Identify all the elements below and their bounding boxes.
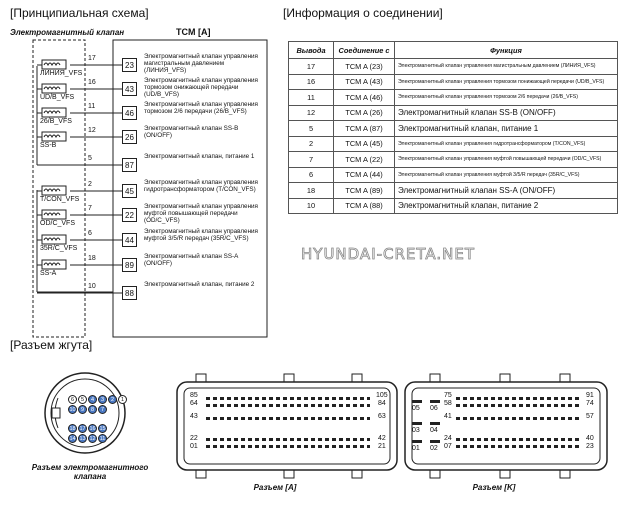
function-cell: Электромагнитный клапан управления муфтой 3/5/R передач (35R/C_VFS) <box>395 167 618 183</box>
connector-pin: 4 <box>88 395 97 404</box>
conn-k-label: 07 <box>444 443 452 450</box>
connector-pin: 18 <box>69 425 76 432</box>
connector-pin: 17 <box>79 425 86 432</box>
connection-cell: TCM A (43) <box>334 74 395 90</box>
conn-k-label: 74 <box>586 400 594 407</box>
coil-symbol <box>37 108 66 117</box>
coil-pin-number: 11 <box>88 103 96 110</box>
tcm-pin-box: 23 <box>122 58 137 72</box>
table-row <box>289 59 618 75</box>
pin-cell: 17 <box>289 59 334 75</box>
conn-a-label: 63 <box>378 413 386 420</box>
connector-k-drawing <box>400 372 612 480</box>
coil-label: T/CON_VFS <box>40 196 80 203</box>
conn-k-label: 57 <box>586 413 594 420</box>
pin-cell: 16 <box>289 74 334 90</box>
pin-cell: 18 <box>289 183 334 199</box>
connector-pin: 11 <box>99 435 106 442</box>
coil-pin-number: 12 <box>88 127 96 134</box>
function-cell: Электромагнитный клапан управления магистральным давлением (ЛИНИЯ_VFS) <box>395 59 618 75</box>
tcm-pin-box: 22 <box>122 208 137 222</box>
solenoid-connector-caption: Разъем электромагнитного клапана <box>31 463 149 481</box>
pin-cell: 11 <box>289 90 334 106</box>
conn-a-label: 22 <box>190 435 198 442</box>
connector-pin: 13 <box>79 435 86 442</box>
solenoid-title: Электромагнитный клапан <box>10 28 125 37</box>
connection-cell: TCM A (22) <box>334 152 395 168</box>
conn-k-label: 03 <box>412 427 420 434</box>
pin-cell: 6 <box>289 167 334 183</box>
function-cell: Электромагнитный клапан, питание 2 <box>395 198 618 214</box>
coil-symbol <box>37 60 66 69</box>
table-row <box>289 121 618 137</box>
function-cell: Электромагнитный клапан управления тормозом 2/6 передачи (26/B_VFS) <box>395 90 618 106</box>
tcm-pin-box: 89 <box>122 258 137 272</box>
pin-description: Электромагнитный клапан, питание 1 <box>144 153 255 160</box>
conn-a-label: 64 <box>190 400 198 407</box>
table-row <box>289 152 618 168</box>
header-connection: Соединение с <box>334 42 395 59</box>
tcm-title: TCM [A] <box>176 27 211 37</box>
pin-cell: 12 <box>289 105 334 121</box>
connector-pin: 10 <box>69 406 76 413</box>
pin-description: Электромагнитный клапан SS-A (ON/OFF) <box>144 253 238 267</box>
connector-pin: 6 <box>68 395 77 404</box>
function-cell: Электромагнитный клапан SS-A (ON/OFF) <box>395 183 618 199</box>
connector-k-caption: Разъем [K] <box>472 483 516 492</box>
tcm-pin-box: 45 <box>122 184 137 198</box>
table-row <box>289 90 618 106</box>
connector-pin: 1 <box>118 395 127 404</box>
connector-pin: 16 <box>89 425 96 432</box>
connector-pin: 14 <box>69 435 76 442</box>
table-row <box>289 74 618 90</box>
pin-description: Электромагнитный клапан управления муфтой повышающей передачи (OD/C_VFS) <box>144 203 258 224</box>
pin-cell: 5 <box>289 121 334 137</box>
conn-k-label: 01 <box>412 445 420 452</box>
pin-cell: 7 <box>289 152 334 168</box>
function-cell: Электромагнитный клапан, питание 1 <box>395 121 618 137</box>
conn-k-label: 91 <box>586 392 594 399</box>
table-row <box>289 105 618 121</box>
coil-pin-number: 6 <box>88 230 92 237</box>
pin-cell: 2 <box>289 136 334 152</box>
tcm-pin-box: 88 <box>122 286 137 300</box>
conn-k-label: 40 <box>586 435 594 442</box>
coil-label: OD/C_VFS <box>40 220 76 227</box>
coil-symbol <box>37 210 66 219</box>
conn-k-label: 41 <box>444 413 452 420</box>
conn-k-label: 02 <box>430 445 438 452</box>
conn-a-label: 01 <box>190 443 198 450</box>
conn-a-label: 105 <box>376 392 388 399</box>
conn-k-label: 24 <box>444 435 452 442</box>
pin-description: Электромагнитный клапан управления гидротрансформатором (T/CON_VFS) <box>144 179 258 193</box>
coil-label: UD/B_VFS <box>40 94 75 101</box>
function-cell: Электромагнитный клапан SS-B (ON/OFF) <box>395 105 618 121</box>
coil-label: 35R/C_VFS <box>40 245 78 252</box>
coil-pin-number: 10 <box>88 283 96 290</box>
function-cell: Электромагнитный клапан управления гидротрансформатором (T/CON_VFS) <box>395 136 618 152</box>
table-row <box>289 136 618 152</box>
coil-label: 26/B_VFS <box>40 118 72 125</box>
connector-pin: 9 <box>78 405 87 414</box>
connector-a-drawing <box>172 372 402 480</box>
connection-cell: TCM A (44) <box>334 167 395 183</box>
conn-k-label: 75 <box>444 392 452 399</box>
coil-symbol <box>37 260 66 269</box>
conn-a-label: 42 <box>378 435 386 442</box>
pin-description: Электромагнитный клапан управления муфтой 3/5/R передач (35R/C_VFS) <box>144 228 258 242</box>
pin-description: Электромагнитный клапан, питание 2 <box>144 281 255 288</box>
connection-info-table <box>288 41 618 214</box>
connector-pin: 12 <box>89 435 96 442</box>
function-cell: Электромагнитный клапан управления муфтой повышающей передачи (OD/C_VFS) <box>395 152 618 168</box>
schematic-section-title: [Принципиальная схема] <box>10 6 149 20</box>
coil-pin-number: 5 <box>88 155 92 162</box>
conn-a-label: 84 <box>378 400 386 407</box>
coil-pin-number: 17 <box>88 55 96 62</box>
coil-label: SS-A <box>40 270 57 277</box>
info-section-title: [Информация о соединении] <box>283 6 443 20</box>
connector-pin: 8 <box>88 405 97 414</box>
coil-symbol <box>37 132 66 141</box>
pin-description: Электромагнитный клапан SS-B (ON/OFF) <box>144 125 239 139</box>
pin-description: Электромагнитный клапан управления тормозом 2/6 передачи (26/B_VFS) <box>144 101 258 115</box>
connector-pin: 7 <box>98 405 107 414</box>
connection-cell: TCM A (87) <box>334 121 395 137</box>
connection-cell: TCM A (46) <box>334 90 395 106</box>
connector-a-caption: Разъем [A] <box>253 483 297 492</box>
pin-cell: 10 <box>289 198 334 214</box>
coil-symbol <box>37 84 66 93</box>
conn-k-label: 06 <box>430 405 438 412</box>
connector-pin: 5 <box>78 395 87 404</box>
pin-description: Электромагнитный клапан управления тормозом онижающей передачи (UD/B_VFS) <box>144 77 258 98</box>
coil-pin-number: 7 <box>88 205 92 212</box>
watermark: HYUNDAI-CRETA.NET <box>301 245 476 263</box>
connection-cell: TCM A (26) <box>334 105 395 121</box>
header-function: Функция <box>395 42 618 59</box>
table-row <box>289 167 618 183</box>
conn-a-label: 85 <box>190 392 198 399</box>
tcm-pin-box: 44 <box>122 233 137 247</box>
conn-k-label: 05 <box>412 405 420 412</box>
conn-a-label: 43 <box>190 413 198 420</box>
connection-cell: TCM A (89) <box>334 183 395 199</box>
coil-symbol <box>37 235 66 244</box>
connector-pin: 3 <box>98 395 107 404</box>
tcm-pin-box: 26 <box>122 130 137 144</box>
coil-pin-number: 16 <box>88 79 96 86</box>
function-cell: Электромагнитный клапан управления тормозом понижающей передачи (UD/B_VFS) <box>395 74 618 90</box>
conn-k-label: 23 <box>586 443 594 450</box>
coil-symbol <box>37 186 66 195</box>
pin-description: Электромагнитный клапан управления магистральным давлением (ЛИНИЯ_VFS) <box>144 53 258 74</box>
coil-pin-number: 18 <box>88 255 96 262</box>
table-row <box>289 198 618 214</box>
tcm-pin-box: 46 <box>122 106 137 120</box>
coil-pin-number: 2 <box>88 181 92 188</box>
connection-cell: TCM A (23) <box>334 59 395 75</box>
connector-pin: 2 <box>108 395 117 404</box>
tcm-pin-box: 43 <box>122 82 137 96</box>
conn-a-label: 21 <box>378 443 386 450</box>
header-pin: Вывода <box>289 42 334 59</box>
connection-cell: TCM A (45) <box>334 136 395 152</box>
conn-k-label: 04 <box>430 427 438 434</box>
coil-label: ЛИНИЯ_VFS <box>40 70 83 77</box>
conn-k-label: 58 <box>444 400 452 407</box>
table-row <box>289 183 618 199</box>
harness-section-title: [Разъем жгута] <box>10 338 93 352</box>
tcm-pin-box: 87 <box>122 158 137 172</box>
coil-label: SS-B <box>40 142 57 149</box>
schematic-diagram <box>0 0 290 340</box>
connection-cell: TCM A (88) <box>334 198 395 214</box>
connector-pin: 15 <box>99 425 106 432</box>
